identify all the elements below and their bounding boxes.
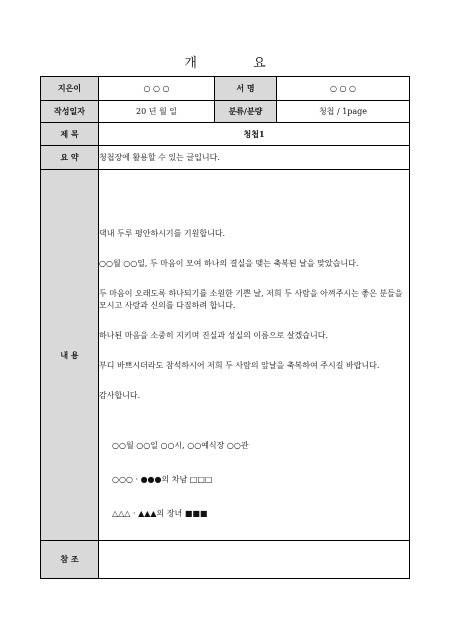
content-paragraph: ○○월 ○○일, 두 마음이 모여 하나의 결실을 맺는 축복된 날을 맞았습니다. (99, 259, 359, 268)
content-paragraph: 부디 바쁘시더라도 참석하시어 저희 두 사람의 앞날을 축복하여 주시길 바랍니다. (99, 361, 380, 370)
subject-label: 제 목 (41, 123, 99, 146)
category-value[interactable]: 청첩 / 1page (277, 101, 410, 123)
content-paragraph: 하나된 마음을 소중히 지키며 진실과 성실의 이름으로 살겠습니다. (99, 331, 328, 340)
groom-line: ○○○ · ●●●의 차남 □□□ (112, 475, 213, 484)
reference-row (41, 541, 410, 579)
subject-value[interactable]: 청첩1 (99, 123, 410, 146)
page-title: 개 요 (184, 56, 292, 71)
date-label: 작성일자 (41, 101, 99, 123)
content-paragraph: 감사합니다. (99, 391, 141, 400)
author-value[interactable]: ○ ○ ○ (99, 77, 215, 101)
date-row (41, 101, 410, 123)
content-label: 내 용 (41, 170, 99, 541)
bride-line: △△△ · ▲▲▲의 장녀 ■■■ (112, 509, 208, 518)
category-label: 분류/분량 (215, 101, 277, 123)
event-line: ○○월 ○○일 ○○시, ○○예식장 ○○관 (112, 441, 249, 450)
signature-value[interactable]: ○ ○ ○ (277, 77, 410, 101)
content-paragraph: 댁내 두루 평안하시기를 기원합니다. (99, 229, 226, 238)
author-label: 지은이 (41, 77, 99, 101)
content-row (41, 170, 410, 541)
summary-row (41, 146, 410, 170)
date-value[interactable]: 20 년 월 일 (99, 101, 215, 123)
content-body[interactable] (99, 170, 410, 541)
reference-value[interactable] (99, 541, 410, 579)
subject-row (41, 123, 410, 146)
summary-label: 요 약 (41, 146, 99, 170)
signature-label: 서 명 (215, 77, 277, 101)
content-paragraph: 두 마음이 오래도록 하나되기를 소원한 기쁜 날, 저희 두 사람을 아껴주시는 좋은 분들을 모시고 사랑과 신의를 다짐하려 합니다. (99, 289, 403, 310)
summary-value[interactable]: 청첩장에 활용할 수 있는 글입니다. (99, 146, 410, 170)
summary-form-table (40, 76, 410, 579)
reference-label: 참 조 (41, 541, 99, 579)
author-row (41, 77, 410, 101)
